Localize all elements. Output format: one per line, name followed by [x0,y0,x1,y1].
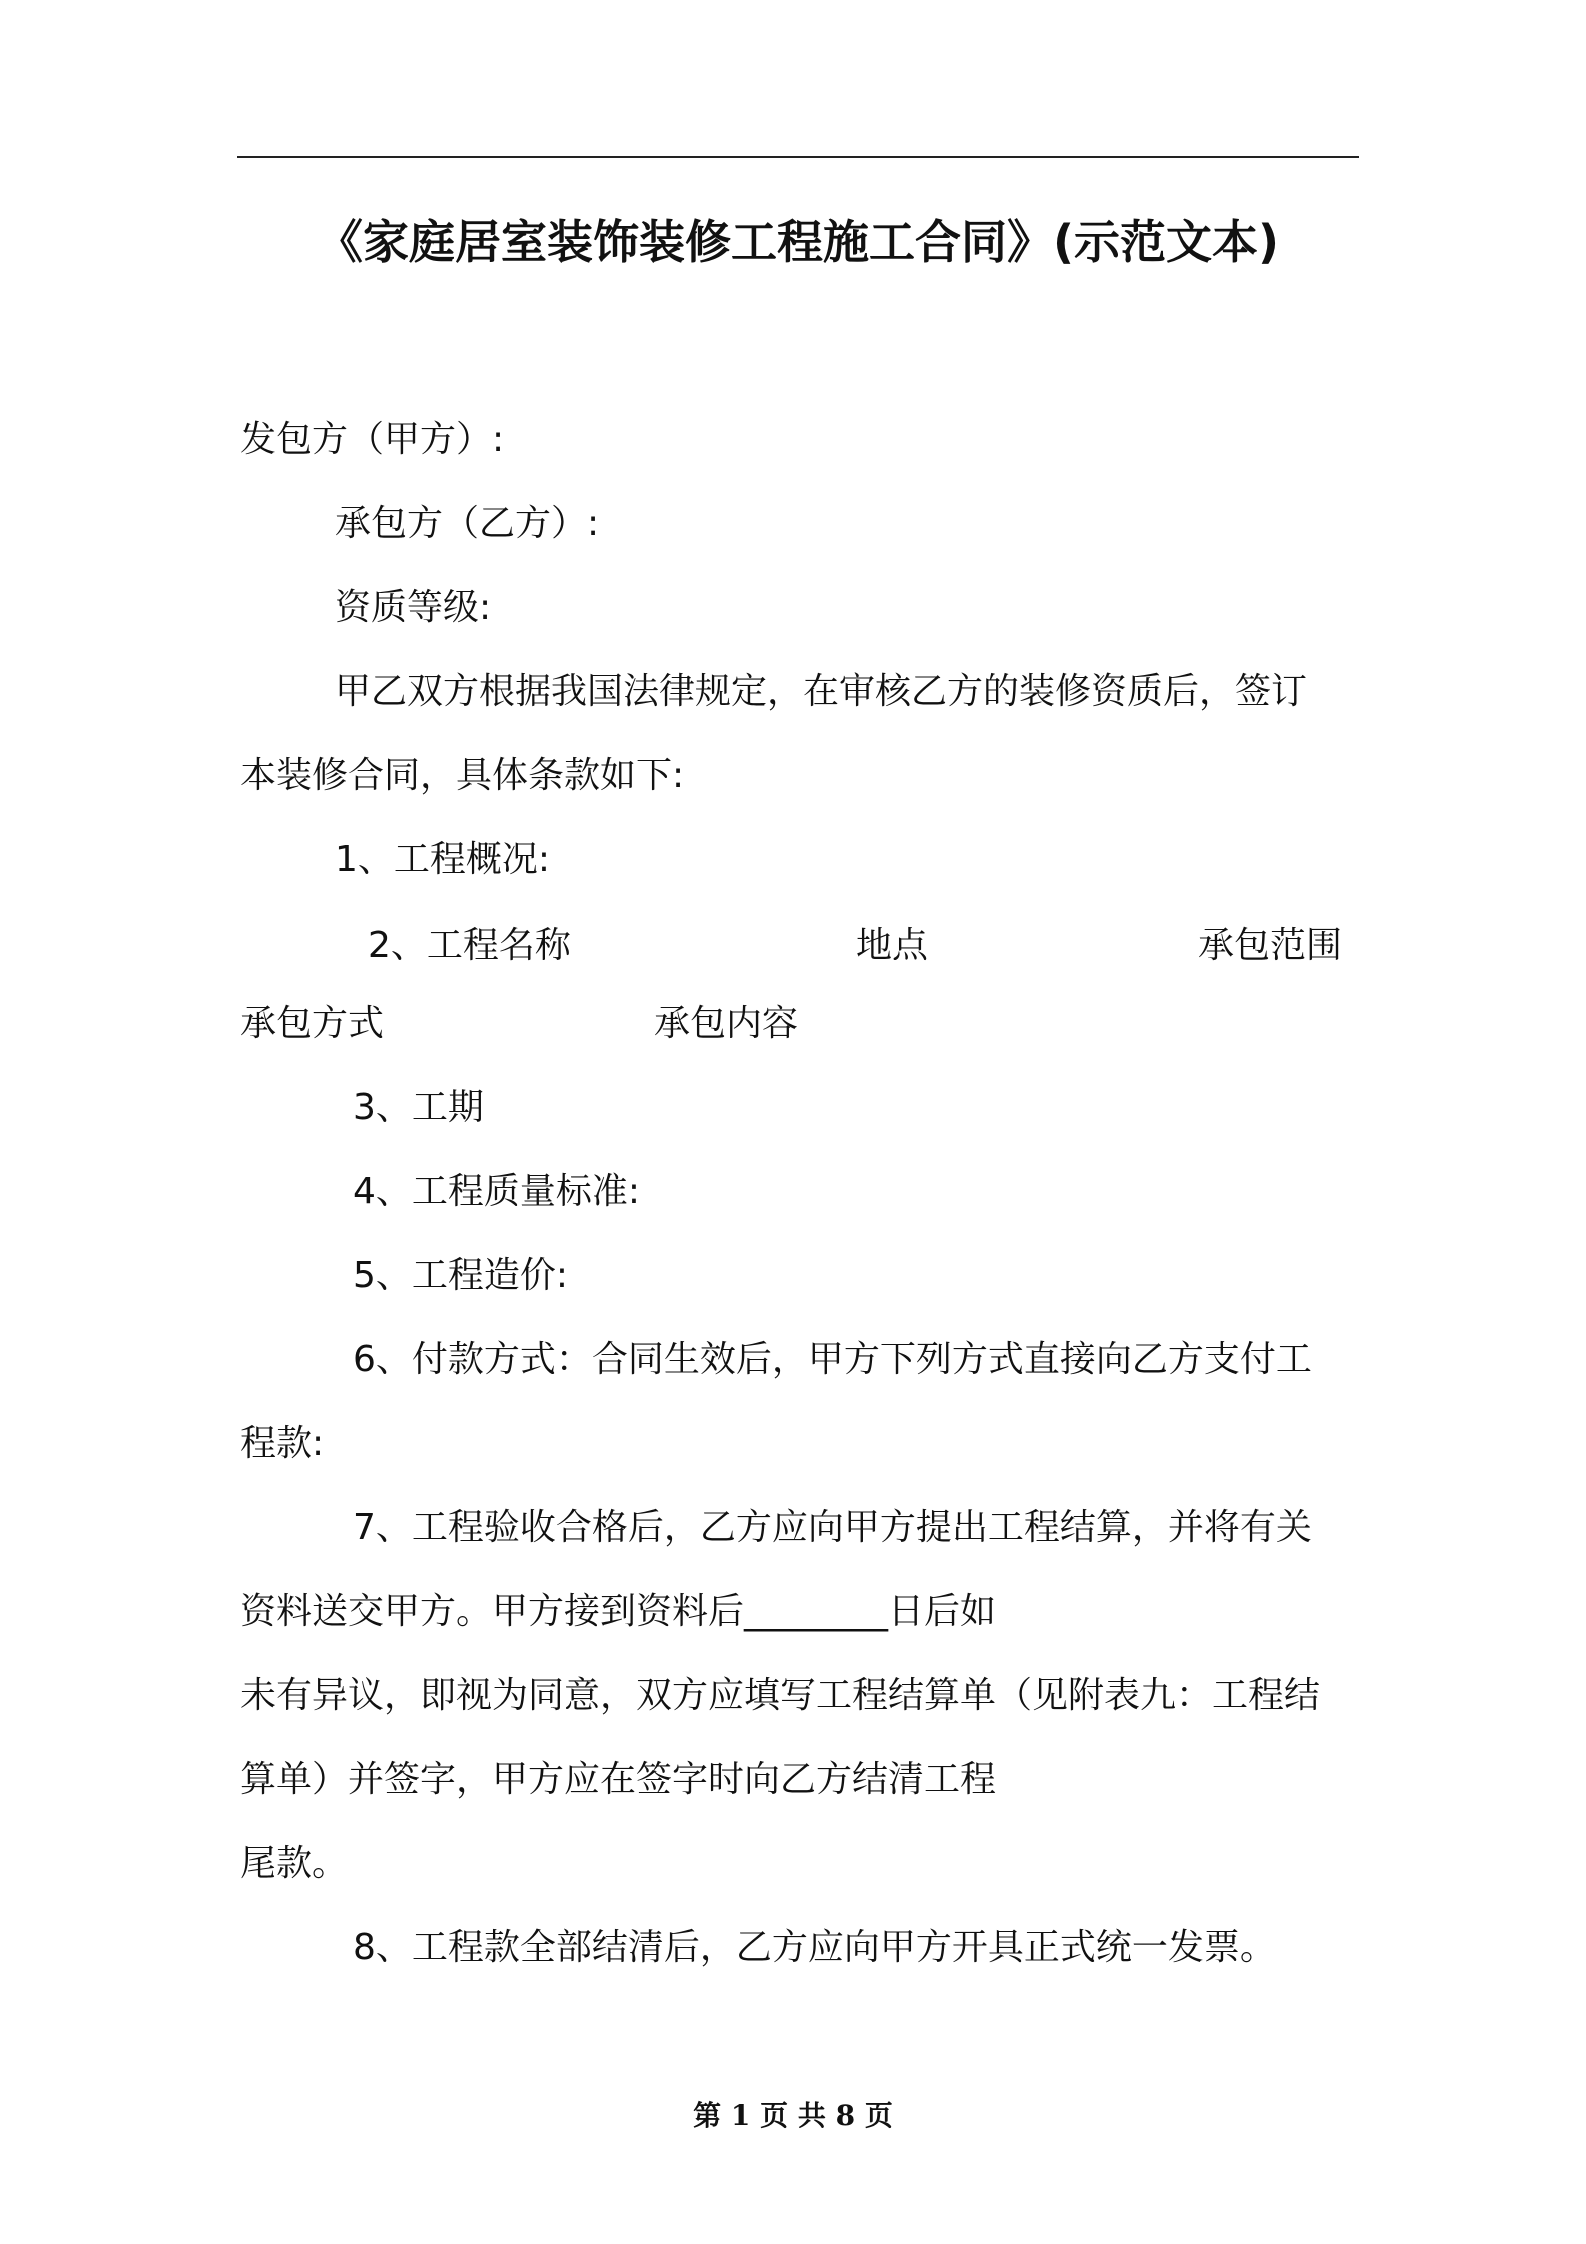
party-b-line: 承包方（乙方）: [335,503,600,544]
clause-1: 1、工程概况: [335,839,551,880]
clause-7-line-3: 未有异议，即视为同意，双方应填写工程结算单（见附表九：工程结 [240,1675,1321,1716]
clause-7-line-4: 算单）并签字，甲方应在签字时向乙方结清工程 [240,1759,997,1800]
clause-4: 4、工程质量标准: [353,1171,641,1212]
clause-8: 8、工程款全部结清后，乙方应向甲方开具正式统一发票。 [353,1927,1276,1968]
clause-7-line-5: 尾款。 [240,1843,349,1884]
intro-line-2: 本装修合同，具体条款如下: [240,755,685,796]
clause-3: 3、工期 [353,1087,484,1128]
clause-7-line-1: 7、工程验收合格后，乙方应向甲方提出工程结算，并将有关 [353,1507,1312,1548]
col-scope: 承包范围 [1198,925,1343,966]
col-location: 地点 [856,925,929,966]
clause-7-line-2: 资料送交甲方。甲方接到资料后________日后如 [240,1591,997,1632]
col-contract-content: 承包内容 [654,1003,799,1044]
clause-6-line-2: 程款: [240,1423,325,1464]
clause-5: 5、工程造价: [353,1255,569,1296]
header-rule [237,156,1359,158]
intro-line-1: 甲乙双方根据我国法律规定，在审核乙方的装修资质后，签订 [335,671,1308,712]
qualification-line: 资质等级: [335,587,492,628]
col-project-name: 2、工程名称 [368,925,571,966]
col-contract-mode: 承包方式 [240,1003,385,1044]
document-title: 《家庭居室装饰装修工程施工合同》(示范文本) [316,215,1280,269]
clause-6-line-1: 6、付款方式：合同生效后，甲方下列方式直接向乙方支付工 [353,1339,1312,1380]
page-number: 第 1 页 共 8 页 [693,2099,893,2132]
party-a-line: 发包方（甲方）: [240,419,505,460]
